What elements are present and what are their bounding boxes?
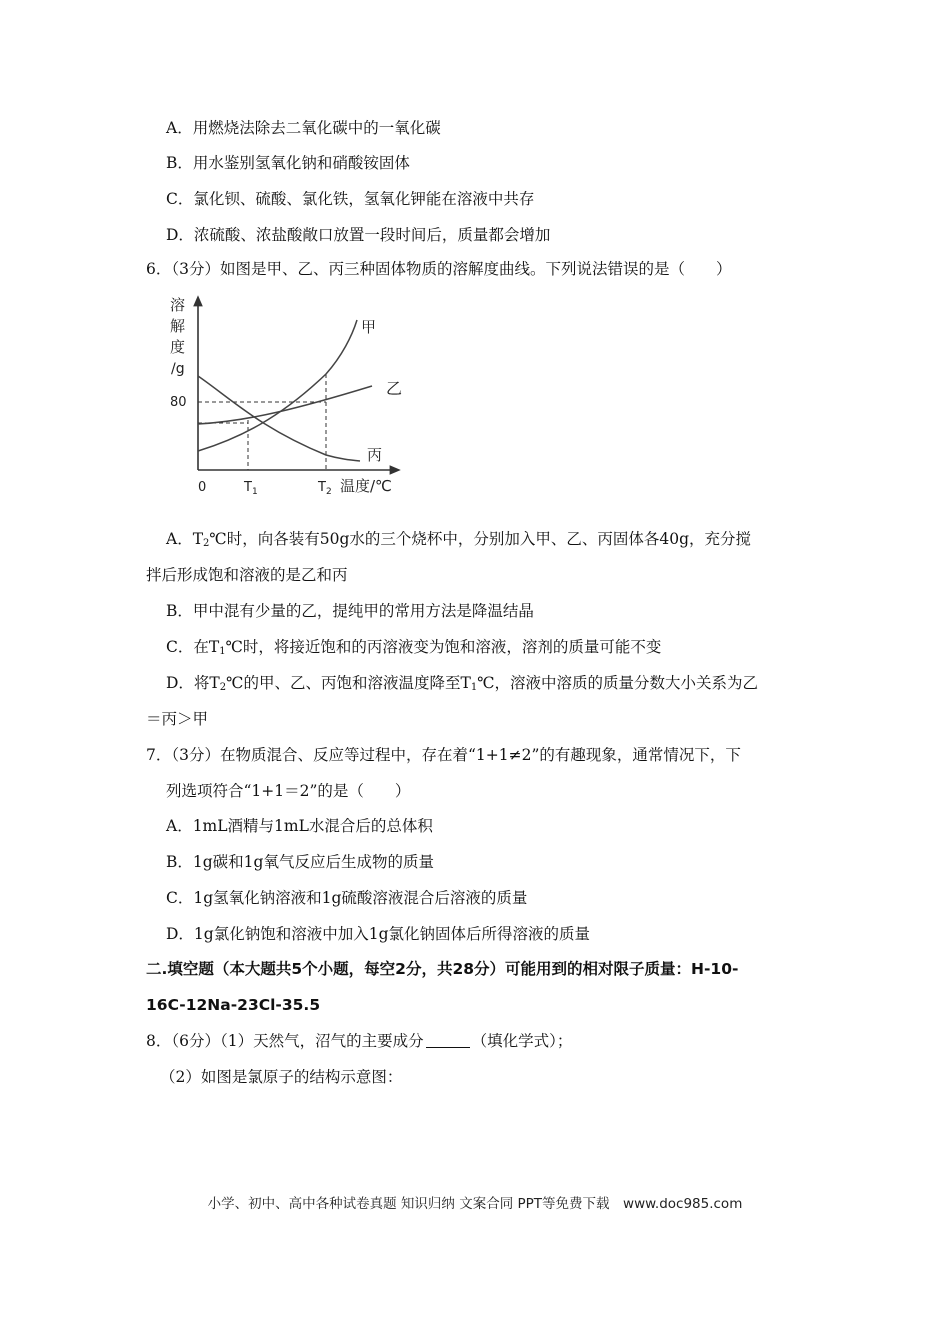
q5-option-a: A．用燃烧法除去二氧化碳中的一氧化碳 (166, 119, 441, 137)
label-jia: 甲 (361, 318, 377, 336)
y-label-4: /g (171, 361, 185, 377)
q5-option-d: D．浓硫酸、浓盐酸敞口放置一段时间后，质量都会增加 (166, 226, 551, 244)
q6-option-a-line2: 拌后形成饱和溶液的是乙和丙 (146, 566, 348, 584)
curve-bing (198, 376, 360, 461)
answer-blank (426, 1033, 470, 1048)
q6-option-d-line2: ＝丙＞甲 (146, 710, 209, 728)
q6-option-b: B．甲中混有少量的乙，提纯甲的常用方法是降温结晶 (166, 602, 534, 620)
q7-stem-line1: 7．（3分）在物质混合、反应等过程中，存在着“1+1≠2”的有趣现象，通常情况下，下 (146, 746, 741, 764)
y-tick-80: 80 (170, 395, 187, 410)
q6-option-a-line1: A．$T_2℃$时，向各装有50g水的三个烧杯中，分别加入甲、乙、丙固体各40g，充分搅 (166, 530, 752, 549)
solubility-curve-graph (160, 288, 410, 503)
y-label-3: 度 (170, 338, 186, 356)
t2-label: $T_2$ (318, 480, 332, 497)
q7-option-a: A．1mL酒精与1mL水混合后的总体积 (166, 817, 433, 835)
q7-option-c: C．1g氢氧化钠溶液和1g硫酸溶液混合后溶液的质量 (166, 889, 528, 907)
q7-stem-line2: 列选项符合“1+1＝2”的是（ ） (166, 782, 411, 800)
q5-option-b: B．用水鉴别氢氧化钠和硝酸铵固体 (166, 154, 410, 172)
curve-yi (198, 386, 372, 424)
page-footer: 小学、初中、高中各种试卷真题 知识归纳 文案合同 PPT等免费下载 www.doc985.com (207, 1196, 743, 1212)
q7-option-b: B．1g碳和1g氧气反应后生成物的质量 (166, 853, 434, 871)
y-label-1: 溶 (170, 296, 186, 314)
origin-label: 0 (198, 480, 207, 495)
y-label-2: 解 (170, 317, 186, 335)
q8-stem: 8．（6分）（1）天然气，沼气的主要成分 （填化学式）； (146, 1032, 573, 1050)
section2-header-line1: 二.填空题（本大题共5个小题，每空2分，共28分）可能用到的相对限子质量：H-10- (146, 960, 739, 978)
q6-option-c: C．在$T_1℃$时，将接近饱和的丙溶液变为饱和溶液，溶剂的质量可能不变 (166, 638, 662, 657)
q8-sub2: （2）如图是氯原子的结构示意图： (160, 1068, 403, 1086)
x-axis-label: 温度/℃ (340, 477, 392, 495)
q5-option-c: C．氯化钡、硫酸、氯化铁，氢氧化钾能在溶液中共存 (166, 190, 535, 208)
label-yi: 乙 (386, 379, 403, 398)
section2-header-line2: 16C-12Na-23Cl-35.5 (146, 996, 321, 1014)
q6-stem: 6．（3分）如图是甲、乙、丙三种固体物质的溶解度曲线。下列说法错误的是（ ） (146, 260, 732, 278)
label-bing: 丙 (367, 446, 383, 464)
t1-label: $T_1$ (244, 480, 258, 497)
q6-option-d-line1: D．将$T_2℃$的甲、乙、丙饱和溶液温度降至$T_1℃$，溶液中溶质的质量分数大小关系为乙 (166, 674, 759, 693)
q7-option-d: D．1g氯化钠饱和溶液中加入1g氯化钠固体后所得溶液的质量 (166, 925, 590, 943)
